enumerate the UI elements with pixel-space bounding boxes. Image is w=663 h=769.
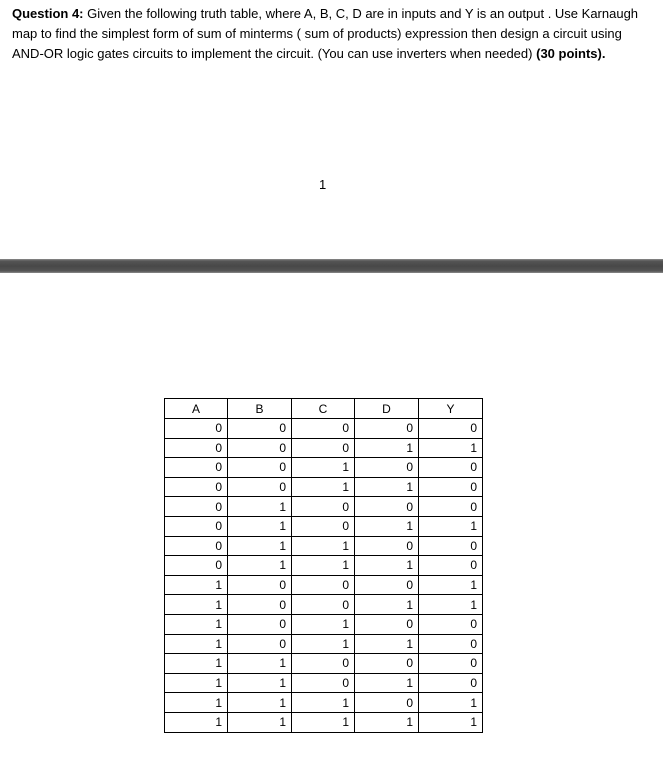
cell-b: 0 — [228, 458, 292, 478]
cell-c: 1 — [292, 458, 355, 478]
cell-d: 1 — [355, 438, 419, 458]
cell-c: 0 — [292, 595, 355, 615]
cell-d: 0 — [355, 654, 419, 674]
table-row — [165, 477, 483, 497]
header-c: C — [292, 399, 355, 419]
question-points: (30 points). — [536, 46, 606, 61]
cell-c: 0 — [292, 654, 355, 674]
table-row — [165, 673, 483, 693]
cell-a: 0 — [165, 516, 228, 536]
cell-d: 0 — [355, 536, 419, 556]
table-row — [165, 575, 483, 595]
cell-y: 1 — [419, 438, 483, 458]
question-text — [12, 4, 652, 64]
cell-a: 1 — [165, 712, 228, 732]
cell-c: 0 — [292, 419, 355, 439]
table-row — [165, 556, 483, 576]
cell-y: 0 — [419, 556, 483, 576]
cell-b: 1 — [228, 556, 292, 576]
cell-a: 0 — [165, 419, 228, 439]
page-number: 1 — [319, 177, 327, 192]
header-a: A — [165, 399, 228, 419]
cell-c: 0 — [292, 575, 355, 595]
cell-a: 1 — [165, 614, 228, 634]
cell-c: 1 — [292, 712, 355, 732]
cell-y: 0 — [419, 458, 483, 478]
table-row — [165, 654, 483, 674]
cell-y: 1 — [419, 516, 483, 536]
cell-y: 1 — [419, 712, 483, 732]
cell-b: 1 — [228, 654, 292, 674]
table-row — [165, 712, 483, 732]
cell-y: 0 — [419, 477, 483, 497]
cell-y: 0 — [419, 419, 483, 439]
cell-d: 1 — [355, 556, 419, 576]
cell-b: 0 — [228, 477, 292, 497]
cell-d: 0 — [355, 419, 419, 439]
cell-a: 0 — [165, 438, 228, 458]
cell-d: 0 — [355, 614, 419, 634]
cell-c: 1 — [292, 634, 355, 654]
table-row — [165, 458, 483, 478]
cell-d: 0 — [355, 458, 419, 478]
table-row — [165, 614, 483, 634]
table-row — [165, 595, 483, 615]
cell-d: 0 — [355, 497, 419, 517]
cell-c: 1 — [292, 614, 355, 634]
cell-b: 1 — [228, 516, 292, 536]
question-label: Question 4: — [12, 6, 84, 21]
cell-y: 0 — [419, 634, 483, 654]
table-row — [165, 516, 483, 536]
cell-c: 0 — [292, 497, 355, 517]
cell-a: 0 — [165, 536, 228, 556]
header-y: Y — [419, 399, 483, 419]
cell-b: 1 — [228, 497, 292, 517]
cell-d: 1 — [355, 516, 419, 536]
cell-a: 0 — [165, 477, 228, 497]
cell-d: 0 — [355, 693, 419, 713]
cell-b: 0 — [228, 438, 292, 458]
cell-d: 1 — [355, 595, 419, 615]
cell-c: 0 — [292, 438, 355, 458]
cell-a: 1 — [165, 595, 228, 615]
cell-a: 0 — [165, 497, 228, 517]
cell-y: 0 — [419, 614, 483, 634]
cell-d: 1 — [355, 712, 419, 732]
cell-a: 0 — [165, 458, 228, 478]
cell-y: 1 — [419, 595, 483, 615]
cell-a: 1 — [165, 634, 228, 654]
cell-b: 1 — [228, 693, 292, 713]
cell-b: 0 — [228, 634, 292, 654]
table-row — [165, 497, 483, 517]
cell-c: 1 — [292, 556, 355, 576]
question-body: Given the following truth table, where A, B, C, D are in inputs and Y is an output . Use Karnaugh map to find the simplest form of sum of minterms ( sum of products) expression then design a circuit using AND-OR logic gates circuits to implement the circuit. (You can use inverters when needed) — [12, 6, 639, 61]
cell-b: 0 — [228, 419, 292, 439]
table-row — [165, 438, 483, 458]
cell-b: 1 — [228, 712, 292, 732]
cell-d: 1 — [355, 634, 419, 654]
table-row — [165, 536, 483, 556]
truth-table — [164, 398, 483, 733]
cell-a: 1 — [165, 575, 228, 595]
cell-c: 0 — [292, 516, 355, 536]
cell-y: 1 — [419, 575, 483, 595]
cell-b: 0 — [228, 595, 292, 615]
cell-y: 0 — [419, 497, 483, 517]
table-row — [165, 419, 483, 439]
header-d: D — [355, 399, 419, 419]
cell-c: 1 — [292, 693, 355, 713]
cell-d: 0 — [355, 575, 419, 595]
cell-c: 1 — [292, 477, 355, 497]
cell-b: 0 — [228, 575, 292, 595]
cell-a: 1 — [165, 673, 228, 693]
cell-y: 0 — [419, 673, 483, 693]
table-row — [165, 693, 483, 713]
cell-c: 1 — [292, 536, 355, 556]
cell-a: 1 — [165, 654, 228, 674]
table-row — [165, 634, 483, 654]
cell-d: 1 — [355, 477, 419, 497]
cell-y: 1 — [419, 693, 483, 713]
cell-d: 1 — [355, 673, 419, 693]
cell-b: 0 — [228, 614, 292, 634]
cell-c: 0 — [292, 673, 355, 693]
cell-b: 1 — [228, 536, 292, 556]
truth-table-header-row — [165, 399, 483, 419]
cell-b: 1 — [228, 673, 292, 693]
cell-y: 0 — [419, 536, 483, 556]
cell-a: 1 — [165, 693, 228, 713]
cell-y: 0 — [419, 654, 483, 674]
page-divider — [0, 259, 663, 273]
cell-a: 0 — [165, 556, 228, 576]
header-b: B — [228, 399, 292, 419]
